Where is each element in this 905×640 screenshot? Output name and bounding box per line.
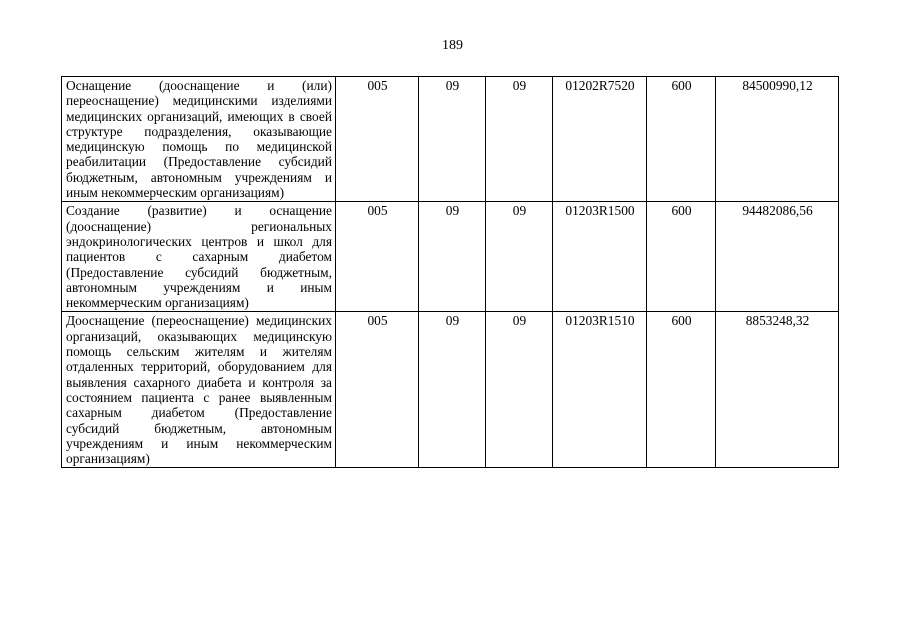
table-row [62, 202, 839, 312]
expense-type-code: 600 [647, 202, 716, 312]
section-code: 09 [419, 312, 486, 468]
section-code: 09 [419, 202, 486, 312]
amount-value: 94482086,56 [716, 202, 839, 312]
expense-type-code: 600 [647, 77, 716, 202]
subsection-code: 09 [486, 202, 553, 312]
subsection-code: 09 [486, 312, 553, 468]
target-article-code: 01203R1510 [553, 312, 647, 468]
expense-type-code: 600 [647, 312, 716, 468]
table-row [62, 312, 839, 468]
section-code: 09 [419, 77, 486, 202]
row-description: Дооснащение (переоснащение) медицинских организаций, оказывающих медицинскую помощь сельским жителям и жителям отдаленных территорий, оборудованием для выявления сахарного диабета и контроля за состоянием пациента с ранее выявленным сахарным диабетом (Предоставление субсидий бюджетным, автономным учреждениям и иным некоммерческим организациям) [62, 312, 336, 468]
target-article-code: 01203R1500 [553, 202, 647, 312]
subsection-code: 09 [486, 77, 553, 202]
amount-value: 8853248,32 [716, 312, 839, 468]
ministry-code: 005 [336, 202, 419, 312]
ministry-code: 005 [336, 77, 419, 202]
row-description: Оснащение (дооснащение и (или) переоснащение) медицинскими изделиями медицинских организаций, имеющих в своей структуре подразделения, оказывающие медицинскую помощь по медицинской реабилитации (Предоставление субсидий бюджетным, автономным учреждениям и иным некоммерческим организациям) [62, 77, 336, 202]
row-description: Создание (развитие) и оснащение (дооснащение) региональных эндокринологических центров и школ для пациентов с сахарным диабетом (Предоставление субсидий бюджетным, автономным учреждениям и иным некоммерческим организациям) [62, 202, 336, 312]
amount-value: 84500990,12 [716, 77, 839, 202]
page-number: 189 [442, 38, 463, 53]
ministry-code: 005 [336, 312, 419, 468]
target-article-code: 01202R7520 [553, 77, 647, 202]
table-row [62, 77, 839, 202]
budget-table [61, 76, 839, 468]
